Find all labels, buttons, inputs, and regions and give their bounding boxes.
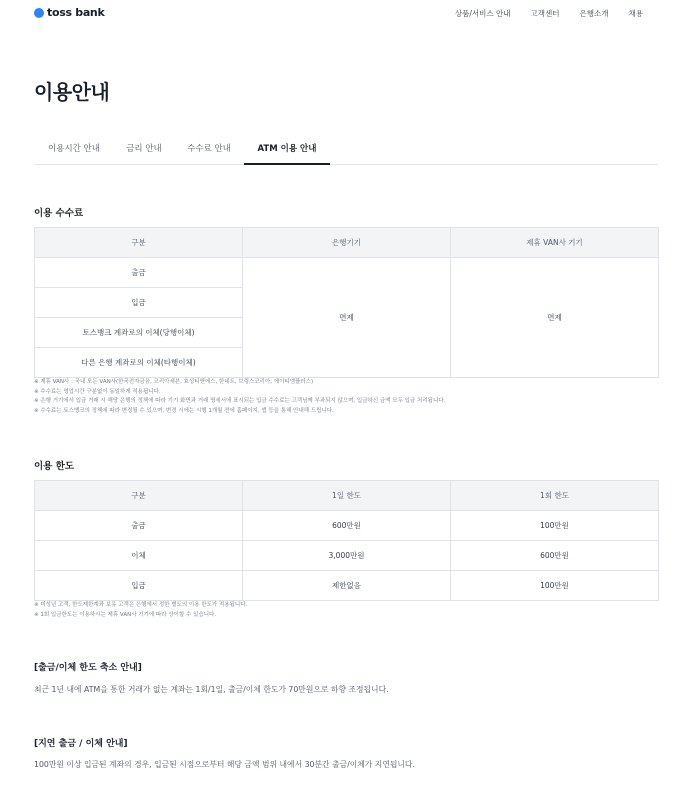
col-header-type: 구분 — [35, 228, 243, 258]
limits-table — [34, 480, 659, 601]
table-row — [35, 258, 659, 288]
once-limit-value: 100만원 — [451, 511, 659, 541]
limits-notes — [34, 601, 247, 620]
note-item: ※ 수수료는 영업시간 구분없이 동일하게 적용됩니다. — [34, 388, 161, 395]
tab-hours[interactable]: 이용시간 안내 — [48, 144, 100, 154]
delayed-withdrawal-title: [지연 출금 / 이체 안내] — [34, 739, 128, 749]
toss-bank-logo[interactable] — [34, 6, 104, 19]
fees-notes — [34, 378, 445, 416]
fees-title: 이용 수수료 — [34, 208, 84, 219]
note-item: ※ 수수료는 토스뱅크의 정책에 따라 변경될 수 있으며, 변경 시에는 시행 1개월 전에 홈페이지, 앱 등을 통해 안내해 드립니다. — [34, 407, 334, 414]
row-label-internal-transfer: 토스뱅크 계좌로의 이체(당행이체) — [35, 318, 243, 348]
tab-bar — [34, 138, 658, 165]
col-header-bank-atm: 은행기기 — [243, 228, 451, 258]
van-atm-fee: 면제 — [451, 258, 659, 378]
table-row — [35, 571, 659, 601]
note-item: ※ 1회 입금한도는 이용하시는 제휴 VAN사 기기에 따라 상이할 수 있습니다. — [34, 611, 217, 618]
row-label-external-transfer: 다른 은행 계좌로의 이체(타행이체) — [35, 348, 243, 378]
note-item: ※ 은행 거기에서 입금 거래 시 해당 은행의 정책에 따라 기기 화면과 거래 명세서에 표시되는 입금 수수료는 고객님께 부과되지 않으며, 입금하신 금액 모두 입금 처리됩니다. — [34, 398, 446, 404]
limit-reduction-text: 최근 1년 내에 ATM을 통한 거래가 없는 계좌는 1회/1일, 출금/이체 한도가 70만원으로 하향 조정됩니다. — [34, 685, 389, 694]
limit-reduction-title: [출금/이체 한도 축소 안내] — [34, 663, 142, 673]
table-row — [35, 511, 659, 541]
limits-header-row — [35, 481, 659, 511]
table-row — [35, 541, 659, 571]
row-label-deposit: 입금 — [35, 288, 243, 318]
row-label: 출금 — [35, 511, 243, 541]
tab-fees[interactable]: 수수료 안내 — [187, 144, 231, 154]
nav-products[interactable]: 상품/서비스 안내 — [454, 9, 511, 18]
col-header-daily-limit: 1일 한도 — [243, 481, 451, 511]
nav-careers[interactable]: 채용 — [628, 9, 643, 18]
delayed-withdrawal-text: 100만원 이상 입금된 계좌의 경우, 입금된 시점으로부터 해당 금액 범위 내에서 30분간 출금/이체가 지연됩니다. — [34, 760, 415, 769]
once-limit-value: 100만원 — [451, 571, 659, 601]
nav-customer-center[interactable]: 고객센터 — [530, 9, 560, 18]
nav-about-bank[interactable]: 은행소개 — [579, 9, 609, 18]
daily-limit-value: 3,000만원 — [243, 541, 451, 571]
page-title: 이용안내 — [34, 80, 110, 104]
bank-atm-fee: 면제 — [243, 258, 451, 378]
fees-table — [34, 227, 659, 378]
daily-limit-value: 600만원 — [243, 511, 451, 541]
note-item: ※ 미성년 고객, 한도제한계좌 보유 고객은 은행에서 정한 별도의 이용 한도가 적용됩니다. — [34, 602, 248, 608]
col-header-type: 구분 — [35, 481, 243, 511]
row-label: 이체 — [35, 541, 243, 571]
top-nav — [435, 8, 643, 19]
limits-title: 이용 한도 — [34, 461, 75, 472]
tab-atm[interactable]: ATM 이용 안내 — [244, 138, 330, 165]
header — [0, 0, 673, 30]
note-item: ※ 제휴 VAN사 : 국내 모든 VAN사(한국전자금융, 코리아세븐, 효성티앤에스, 한네트, 브링스코리아, 에이티엠플러스) — [34, 379, 314, 385]
fees-header-row — [35, 228, 659, 258]
row-label: 입금 — [35, 571, 243, 601]
once-limit-value: 600만원 — [451, 541, 659, 571]
col-header-per-transaction-limit: 1회 한도 — [451, 481, 659, 511]
daily-limit-value: 제한없음 — [243, 571, 451, 601]
toss-logo-icon — [34, 8, 44, 18]
col-header-van-atm: 제휴 VAN사 기기 — [451, 228, 659, 258]
logo-text: toss bank — [47, 6, 105, 19]
row-label-withdraw: 출금 — [35, 258, 243, 288]
tab-interest[interactable]: 금리 안내 — [126, 144, 162, 154]
